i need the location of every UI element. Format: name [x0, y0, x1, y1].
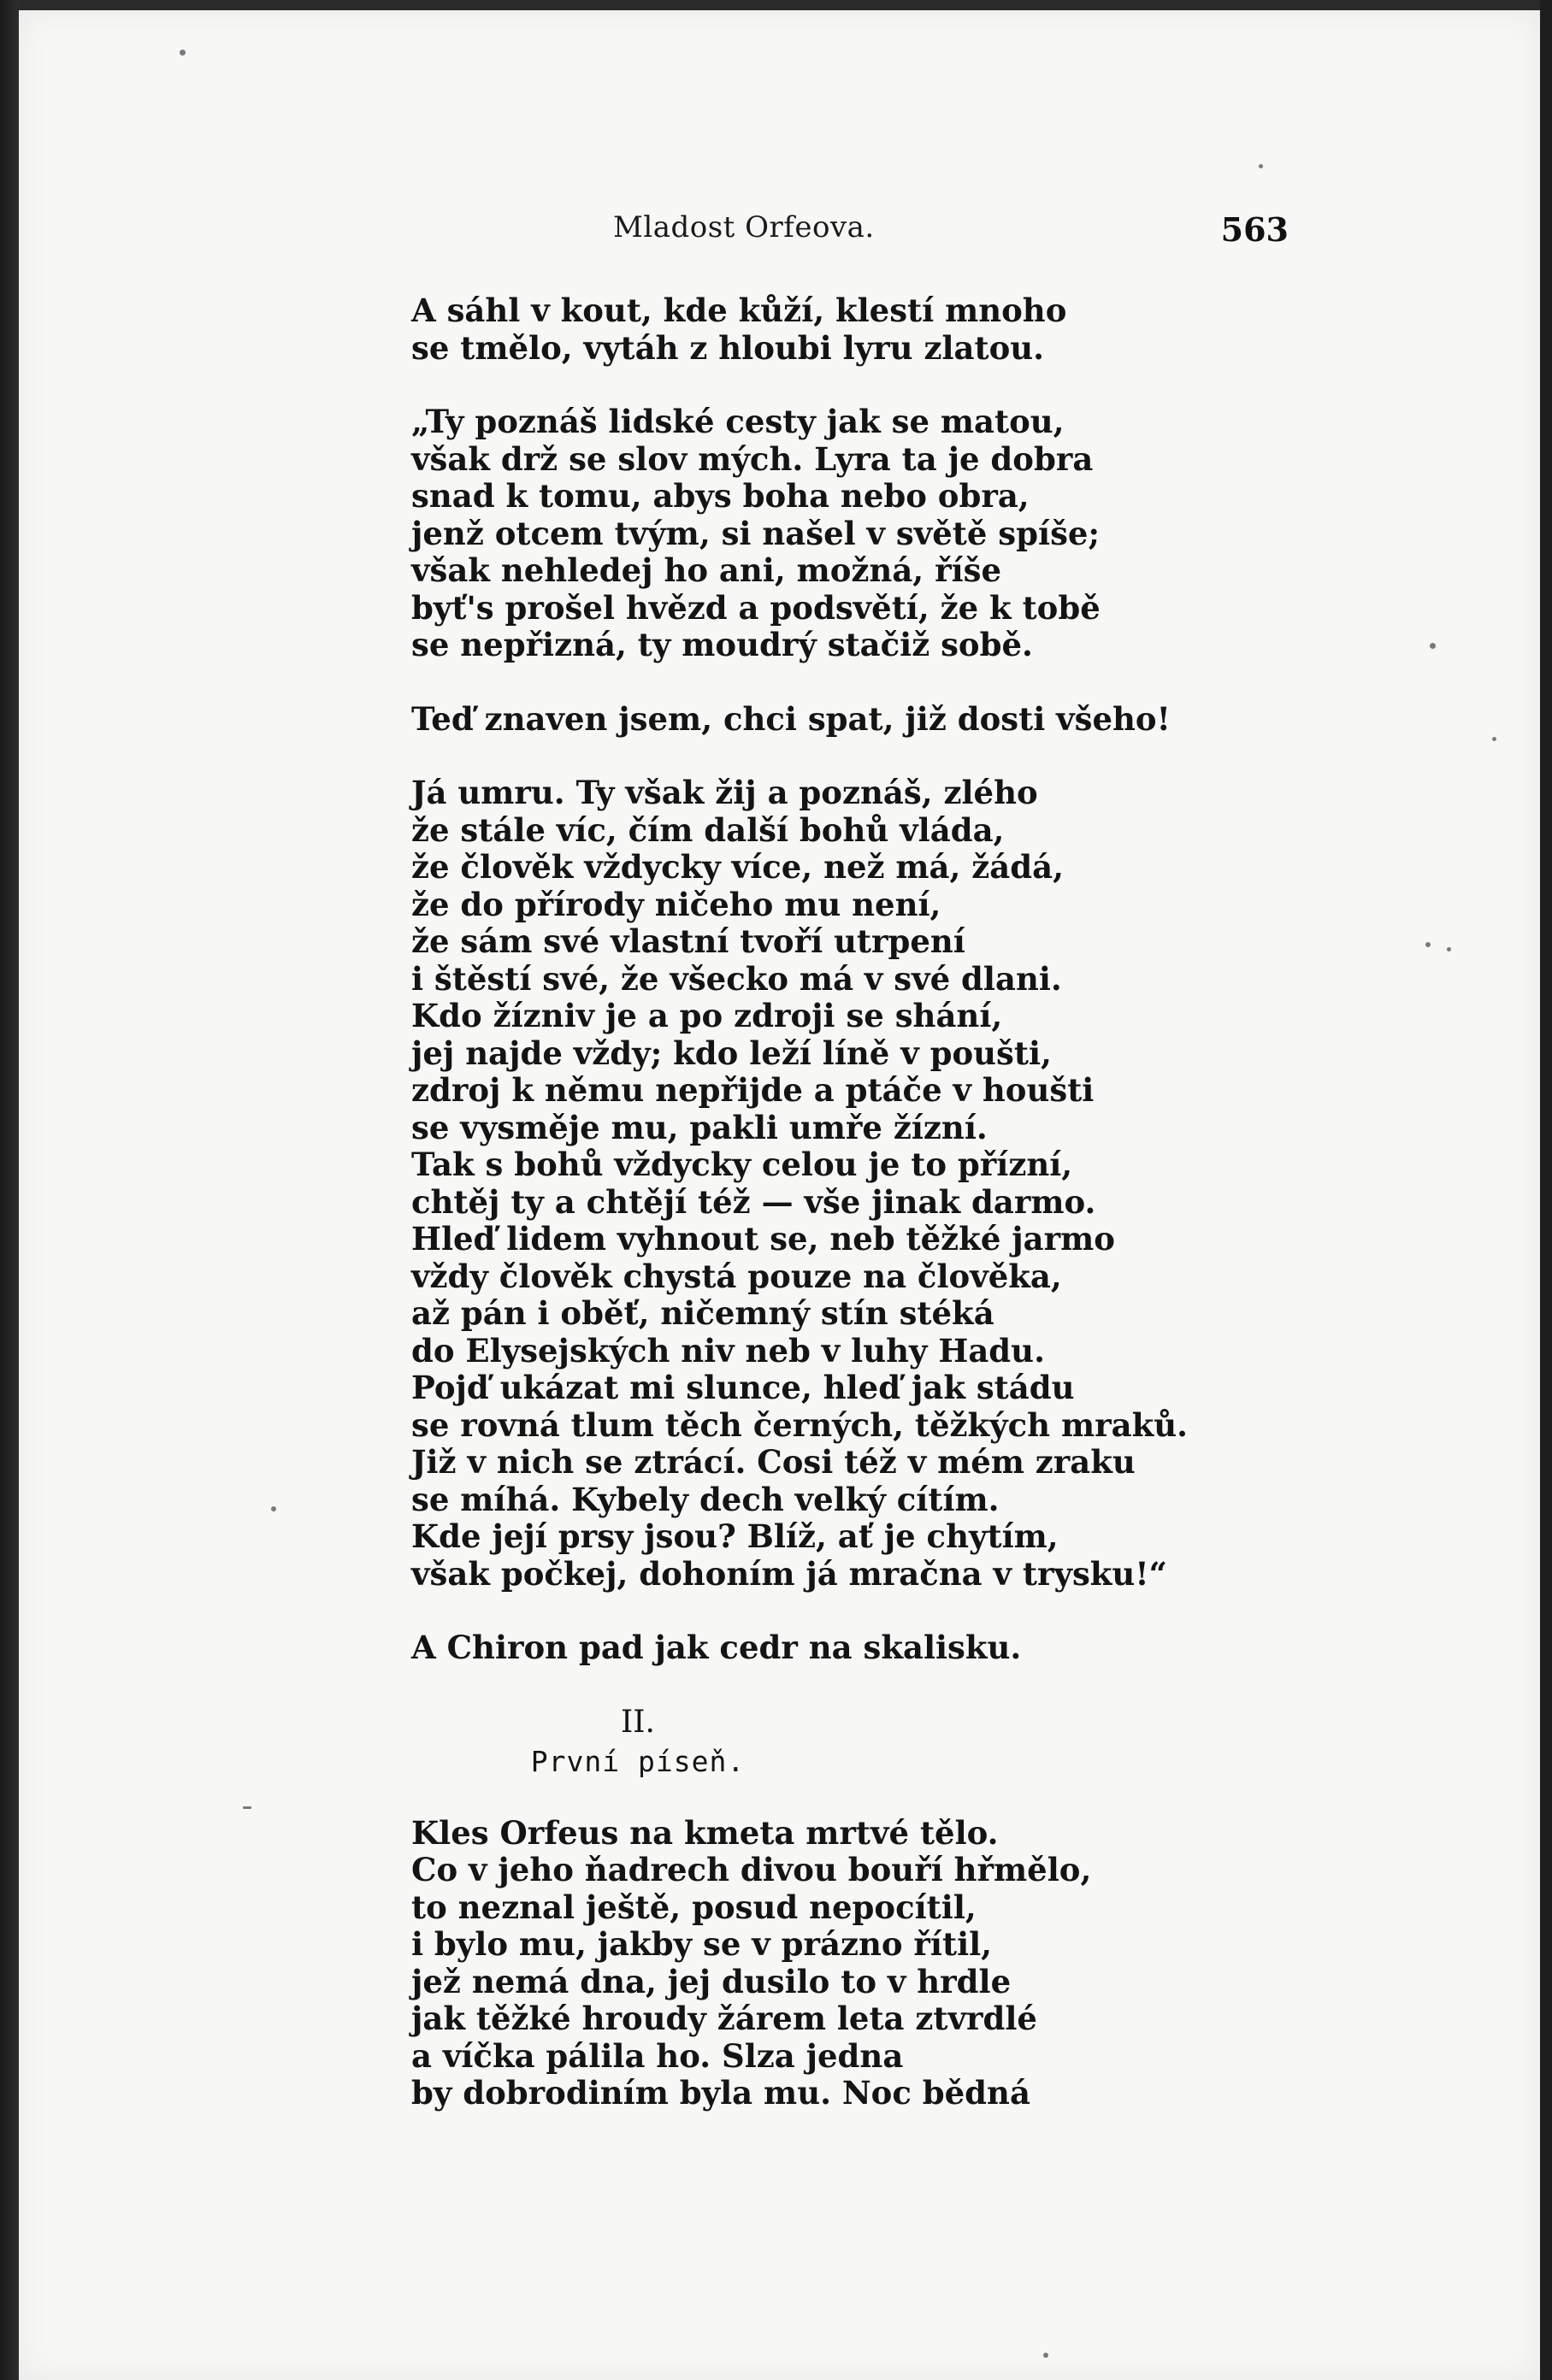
verse-line: A Chiron pad jak cedr na skalisku.	[411, 1629, 1022, 1666]
verse-line: a víčka pálila ho. Slza jedna	[411, 2036, 904, 2075]
verse-line: Pojď ukázat mi slunce, hleď jak stádu	[411, 1369, 1075, 1406]
running-title: Mladost Orfeova.	[613, 210, 875, 244]
section-title: První píseň.	[530, 1744, 746, 1778]
verse-line: až pán i oběť, ničemný stín stéká	[411, 1294, 994, 1332]
verse-line: Kdo žízniv je a po zdroji se shání,	[411, 997, 1003, 1034]
verse-line: Tak s bohů vždycky celou je to přízní,	[411, 1146, 1073, 1183]
verse-line: do Elysejských niv neb v luhy Hadu.	[411, 1331, 1045, 1370]
verse-line: chtěj ty a chtějí též — vše jinak darmo.	[411, 1182, 1096, 1221]
verse-line: snad k tomu, abys boha nebo obra,	[411, 477, 1030, 515]
verse-line: že sám své vlastní tvoří utrpení	[411, 922, 965, 960]
stanza-3	[411, 701, 1266, 739]
verse-line: Já umru. Ty však žij a poznáš, zlého	[411, 774, 1038, 811]
stanza-1	[411, 292, 1266, 367]
verse-line: že do přírody ničeho mu není,	[411, 885, 941, 923]
verse-line: se nepřizná, ty moudrý stačiž sobě.	[411, 626, 1033, 663]
verse-line: Kles Orfeus na kmeta mrtvé tělo.	[411, 1813, 999, 1852]
stanza-5	[411, 1629, 1266, 1667]
dust-speck	[243, 1806, 251, 1809]
dust-speck	[1425, 942, 1431, 947]
scan-border-right	[1540, 0, 1552, 2380]
verse-line: to neznal ještě, posud nepocítil,	[411, 1888, 977, 1926]
verse-line: se rovná tlum těch černých, těžkých mraků.	[411, 1405, 1188, 1444]
verse-line: Co v jeho ňadrech divou bouří hřmělo,	[411, 1851, 1092, 1888]
page-number: 563	[1220, 210, 1289, 249]
dust-speck	[1043, 2353, 1048, 2358]
page-header	[19, 203, 1540, 255]
scan-border-left	[0, 0, 19, 2380]
dust-speck	[271, 1506, 276, 1511]
verse-line: Hleď lidem vyhnout se, neb těžké jarmo	[411, 1220, 1115, 1258]
poem-text	[411, 292, 1266, 2112]
dust-speck	[1430, 643, 1436, 649]
verse-line: A sáhl v kout, kde kůží, klestí mnoho	[411, 292, 1067, 329]
verse-line: i bylo mu, jakby se v prázno řítil,	[411, 1925, 993, 1963]
verse-line: i štěstí své, že všecko má v své dlani.	[411, 959, 1062, 998]
dust-speck	[180, 50, 186, 56]
verse-line: jenž otcem tvým, si našel v světě spíše;	[411, 514, 1101, 552]
verse-line: by dobrodiním byla mu. Noc bědná	[411, 2074, 1030, 2112]
verse-line: však nehledej ho ani, možná, říše	[411, 551, 1001, 589]
section-numeral: II.	[621, 1704, 655, 1740]
verse-line: „Ty poznáš lidské cesty jak se matou,	[411, 403, 1065, 440]
dust-speck	[1259, 164, 1263, 168]
verse-line: Kde její prsy jsou? Blíž, ať je chytím,	[411, 1517, 1059, 1555]
verse-line: jej najde vždy; kdo leží líně v poušti,	[411, 1034, 1052, 1072]
dust-speck	[1447, 947, 1451, 951]
section-heading	[411, 1704, 865, 1781]
verse-line: byť's prošel hvězd a podsvětí, že k tobě	[411, 588, 1101, 627]
stanza-6	[411, 1815, 1266, 2112]
verse-line: vždy člověk chystá pouze na člověka,	[411, 1257, 1062, 1295]
stanza-2	[411, 404, 1266, 664]
verse-line: však počkej, dohoním já mračna v trysku!“	[411, 1554, 1167, 1593]
dust-speck	[1492, 737, 1496, 741]
scan-border-top	[0, 0, 1552, 10]
verse-line: jak těžké hroudy žárem leta ztvrdlé	[411, 2000, 1037, 2037]
verse-line: se vysměje mu, pakli umře žízní.	[411, 1108, 988, 1146]
verse-line: Již v nich se ztrácí. Cosi též v mém zraku	[411, 1443, 1136, 1481]
verse-line: však drž se slov mých. Lyra ta je dobra	[411, 439, 1094, 478]
verse-line: že člověk vždycky více, než má, žádá,	[411, 848, 1064, 886]
verse-line: Teď znaven jsem, chci spat, již dosti všeho!	[411, 699, 1171, 738]
verse-line: zdroj k němu nepřijde a ptáče v houšti	[411, 1071, 1095, 1109]
book-page	[19, 10, 1540, 2380]
verse-line: se tmělo, vytáh z hloubi lyru zlatou.	[411, 328, 1045, 367]
verse-line: že stále víc, čím další bohů vláda,	[411, 810, 1005, 849]
stanza-4	[411, 775, 1266, 1593]
verse-line: jež nemá dna, jej dusilo to v hrdle	[411, 1962, 1012, 2000]
verse-line: se míhá. Kybely dech velký cítím.	[411, 1480, 1000, 1518]
